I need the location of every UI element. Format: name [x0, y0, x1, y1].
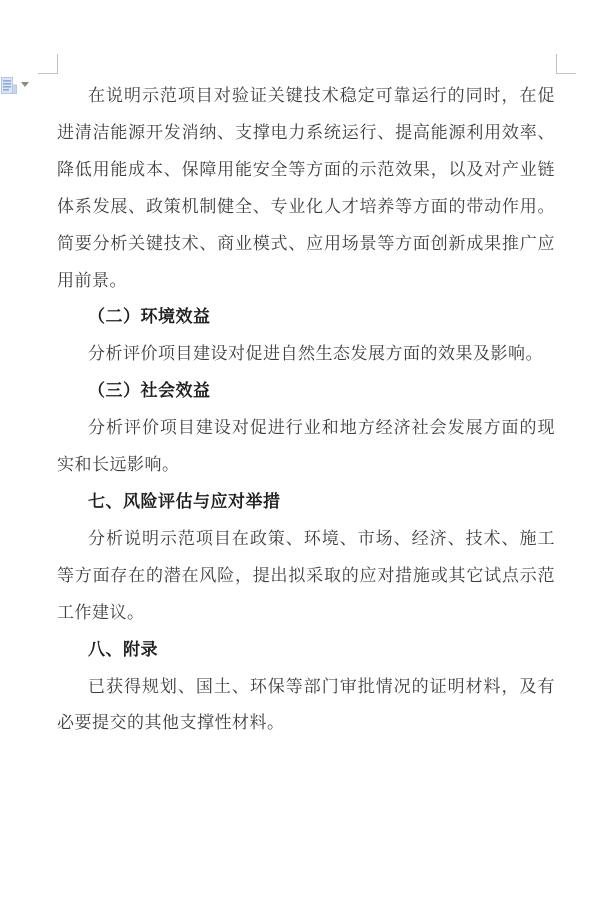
paragraph-demo-effects[interactable]: 在说明示范项目对验证关键技术稳定可靠运行的同时，在促进清洁能源开发消纳、支撑电力系统运行、提高能源利用效率、降低用能成本、保障用能安全等方面的示范效果，以及对产业链体系发展、政策机制健全、专业化人才培养等方面的带动作用。简要分析关键技术、商业模式、应用场景等方面创新成果推广应用前景。	[57, 86, 555, 290]
paragraph-environment[interactable]: 分析评价项目建设对促进自然生态发展方面的效果及影响。	[88, 344, 543, 364]
document-content	[57, 78, 555, 742]
heading-social-benefit[interactable]: （三）社会效益	[88, 381, 211, 401]
paragraph-appendix[interactable]: 已获得规划、国土、环保等部门审批情况的证明材料，及有必要提交的其他支撑性材料。	[57, 676, 555, 733]
paste-options-icon	[1, 76, 17, 97]
chevron-down-icon	[21, 82, 29, 87]
paragraph-social[interactable]: 分析评价项目建设对促进行业和地方经济社会发展方面的现实和长远影响。	[57, 418, 555, 475]
heading-risk-assessment[interactable]: 七、风险评估与应对举措	[88, 491, 281, 511]
text-boundary-mark-top-left	[38, 54, 58, 74]
paragraph-risk[interactable]: 分析说明示范项目在政策、环境、市场、经济、技术、施工等方面存在的潜在风险，提出拟采取的应对措施或其它试点示范工作建议。	[57, 528, 555, 622]
heading-environment-benefit[interactable]: （二）环境效益	[88, 307, 211, 327]
paste-options-button[interactable]	[1, 76, 29, 97]
heading-appendix[interactable]: 八、附录	[88, 639, 158, 659]
text-boundary-mark-top-right	[556, 54, 576, 74]
